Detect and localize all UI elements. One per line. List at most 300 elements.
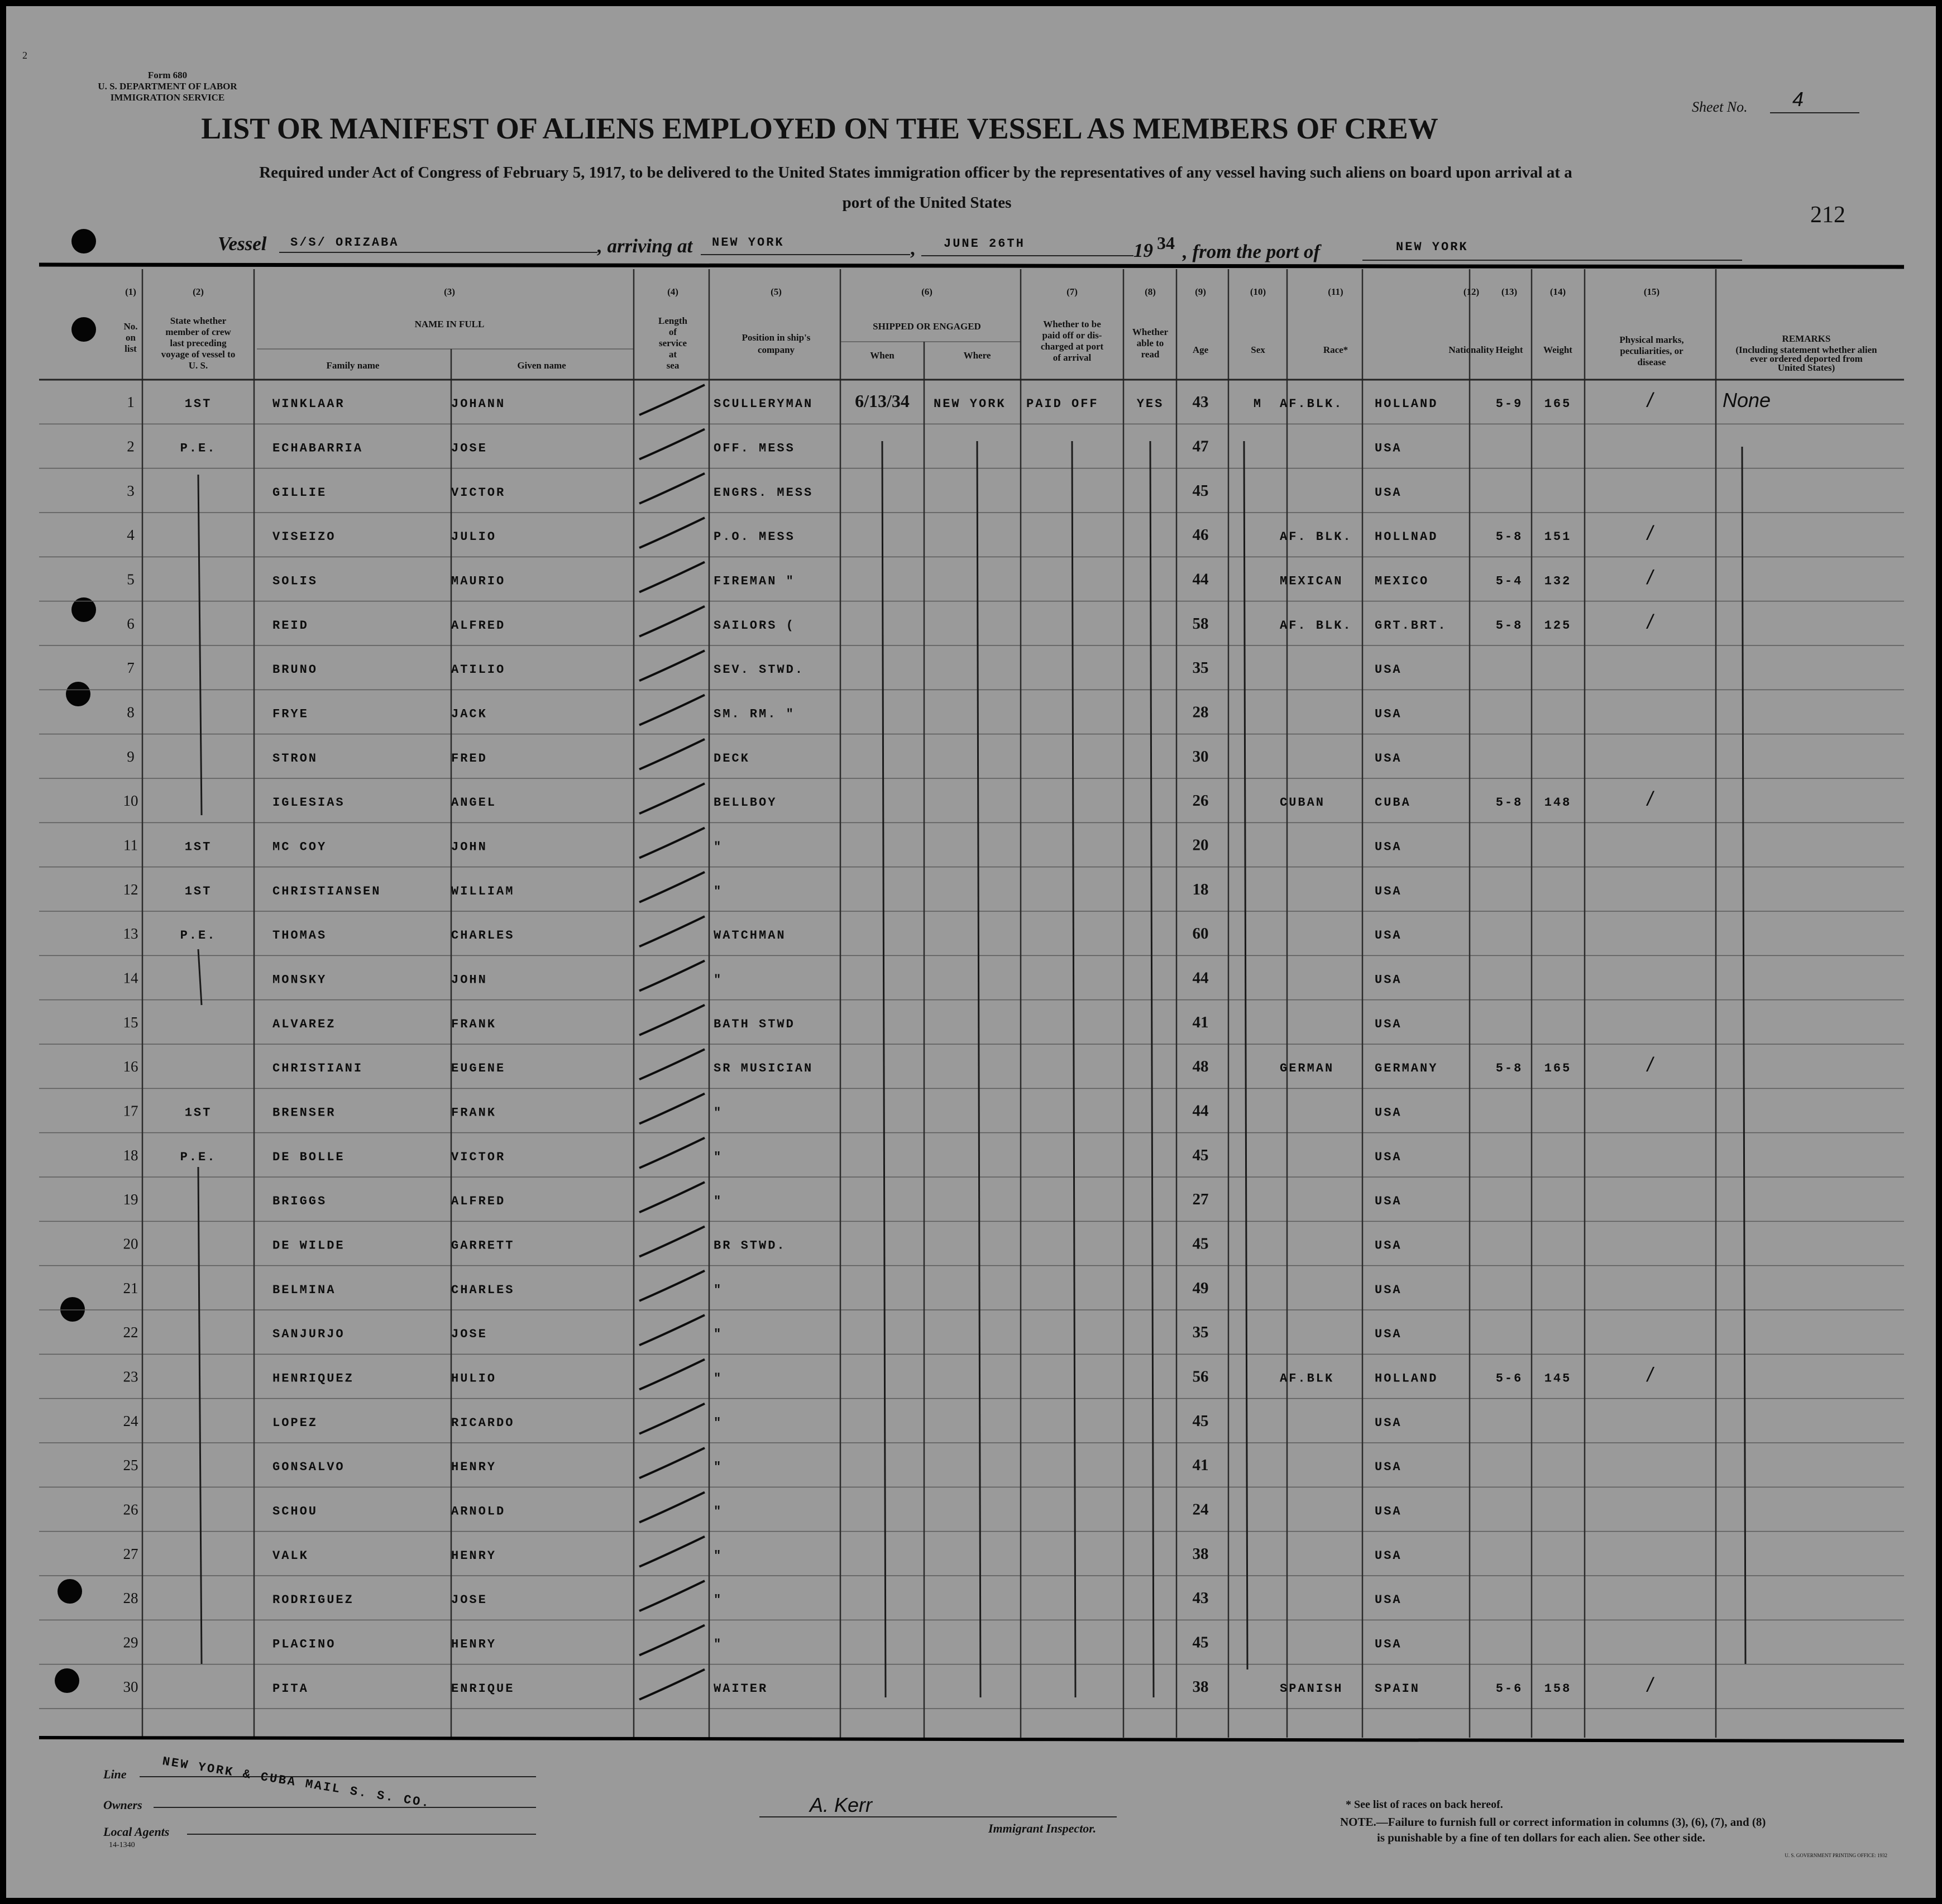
year-suffix: 34	[1157, 233, 1175, 253]
cell-height: 5-8	[1495, 1061, 1523, 1076]
svg-text:Whether to be: Whether to be	[1043, 319, 1101, 329]
cell-given: GARRETT	[451, 1238, 515, 1253]
cell-given: FRED	[451, 751, 487, 766]
cell-position: "	[714, 840, 723, 854]
cell-family: REID	[272, 618, 309, 633]
cell-position: "	[714, 1593, 723, 1608]
cell-given: JACK	[451, 707, 487, 721]
arriving-port: NEW YORK	[712, 236, 785, 250]
svg-text:disease: disease	[1637, 357, 1666, 367]
cell-age: 45	[1192, 481, 1209, 500]
cell-given: CHARLES	[451, 1283, 515, 1297]
cell-age: 38	[1192, 1677, 1209, 1696]
svg-text:Where: Where	[963, 350, 991, 361]
inspector-signature: A. Kerr	[810, 1793, 873, 1816]
cell-age: 45	[1192, 1235, 1209, 1253]
svg-text:of arrival: of arrival	[1053, 352, 1092, 363]
cell-position: P.O. MESS	[714, 530, 795, 544]
cell-prev: 1ST	[184, 884, 212, 898]
cell-age: 43	[1192, 393, 1209, 412]
cell-given: HENRY	[451, 1460, 497, 1475]
cell-age: 41	[1192, 1456, 1209, 1475]
cell-no: 25	[123, 1457, 138, 1474]
cell-no: 21	[123, 1279, 138, 1297]
cell-nat: USA	[1375, 707, 1402, 721]
cell-when: 6/13/34	[855, 391, 910, 412]
cell-position: SCULLERYMAN	[714, 397, 814, 412]
cell-age: 45	[1192, 1146, 1209, 1164]
cell-given: JOHN	[451, 973, 487, 987]
cell-position: SAILORS (	[714, 618, 795, 633]
cell-height: 5-8	[1495, 796, 1523, 810]
page-title: LIST OR MANIFEST OF ALIENS EMPLOYED ON THE VESSEL AS MEMBERS OF CREW	[201, 112, 1438, 145]
cell-nat: USA	[1375, 751, 1402, 766]
cell-race: AF.BLK.	[1280, 397, 1343, 412]
cell-position: BELLBOY	[714, 796, 777, 810]
cell-marks: /	[1647, 1673, 1653, 1696]
cell-nat: HOLLNAD	[1375, 530, 1438, 544]
svg-text:,: ,	[910, 237, 915, 259]
svg-text:(3): (3)	[444, 286, 455, 297]
cell-no: 5	[127, 571, 135, 588]
punch-hole	[58, 1579, 82, 1604]
cell-family: IGLESIAS	[272, 796, 345, 810]
svg-text:Sex: Sex	[1251, 345, 1265, 355]
cell-nat: USA	[1375, 1415, 1402, 1430]
cell-given: ANGEL	[451, 796, 497, 810]
svg-text:(10): (10)	[1250, 286, 1266, 297]
cell-nat: USA	[1375, 1593, 1402, 1608]
cell-given: VICTOR	[451, 1150, 506, 1164]
svg-text:(5): (5)	[771, 286, 782, 297]
svg-text:paid off or dis-: paid off or dis-	[1042, 330, 1102, 341]
sheet-number: 4	[1792, 88, 1804, 111]
cell-given: ALFRED	[451, 1194, 506, 1209]
cell-no: 16	[123, 1058, 138, 1075]
cell-weight: 151	[1544, 530, 1572, 544]
cell-given: MAURIO	[451, 574, 506, 589]
svg-text:(7): (7)	[1066, 286, 1078, 297]
cell-no: 3	[127, 482, 135, 499]
cell-family: CHRISTIANI	[272, 1061, 363, 1076]
cell-age: 28	[1192, 703, 1209, 721]
cell-no: 8	[127, 704, 135, 721]
cell-nat: USA	[1375, 840, 1402, 854]
cell-nat: USA	[1375, 485, 1402, 500]
page-number: 212	[1810, 202, 1845, 228]
cell-nat: MEXICO	[1375, 574, 1429, 589]
svg-text:Given name: Given name	[517, 360, 566, 371]
arrival-date: JUNE 26TH	[944, 237, 1025, 251]
cell-family: STRON	[272, 751, 318, 766]
cell-nat: USA	[1375, 1460, 1402, 1475]
vessel-label: Vessel	[218, 233, 267, 255]
svg-text:Family name: Family name	[326, 360, 380, 371]
cell-given: ATILIO	[451, 663, 506, 677]
cell-height: 5-6	[1495, 1681, 1523, 1696]
footer-line-label: Line	[103, 1767, 127, 1781]
cell-position: "	[714, 1327, 723, 1342]
cell-position: BR STWD.	[714, 1238, 786, 1253]
cell-position: WAITER	[714, 1681, 768, 1696]
svg-text:service: service	[658, 338, 687, 348]
svg-text:(13): (13)	[1501, 286, 1518, 297]
svg-text:Age: Age	[1192, 345, 1209, 355]
cell-given: JULIO	[451, 530, 497, 544]
cell-nat: USA	[1375, 1150, 1402, 1164]
svg-text:company: company	[757, 345, 795, 355]
from-port: NEW YORK	[1396, 240, 1469, 254]
svg-text:able to: able to	[1136, 338, 1164, 348]
svg-text:Length: Length	[658, 315, 687, 326]
svg-text:Nationality: Nationality	[1448, 345, 1494, 355]
cell-no: 28	[123, 1590, 138, 1607]
cell-position: "	[714, 1150, 723, 1164]
cell-no: 1	[127, 394, 135, 411]
cell-family: DE WILDE	[272, 1238, 345, 1253]
svg-text:ever ordered deported from: ever ordered deported from	[1750, 353, 1863, 364]
cell-family: THOMAS	[272, 929, 327, 943]
svg-text:Race*: Race*	[1323, 345, 1348, 355]
cell-age: 35	[1192, 659, 1209, 677]
cell-given: HENRY	[451, 1548, 497, 1563]
svg-text:sea: sea	[666, 360, 680, 371]
cell-prev: P.E.	[180, 441, 217, 456]
svg-text:(2): (2)	[193, 286, 204, 297]
cell-prev: P.E.	[180, 929, 217, 943]
races-note: * See list of races on back hereof.	[1346, 1798, 1503, 1811]
cell-age: 24	[1192, 1500, 1209, 1519]
punch-hole	[71, 229, 96, 253]
cell-age: 56	[1192, 1367, 1209, 1386]
svg-text:peculiarities, or: peculiarities, or	[1620, 346, 1683, 356]
cell-marks: /	[1647, 1363, 1653, 1386]
cell-age: 38	[1192, 1544, 1209, 1563]
svg-text:Whether: Whether	[1132, 327, 1169, 337]
cell-nat: USA	[1375, 441, 1402, 456]
cell-nat: USA	[1375, 1194, 1402, 1209]
svg-text:(15): (15)	[1643, 286, 1660, 297]
cell-given: JOSE	[451, 1327, 487, 1342]
cell-age: 26	[1192, 792, 1209, 810]
cell-nat: USA	[1375, 1017, 1402, 1031]
cell-no: 24	[123, 1412, 138, 1429]
cell-age: 44	[1192, 969, 1209, 987]
cell-given: RICARDO	[451, 1415, 515, 1430]
cell-age: 20	[1192, 836, 1209, 854]
cell-no: 20	[123, 1235, 138, 1252]
cell-family: HENRIQUEZ	[272, 1371, 354, 1386]
svg-text:charged at port: charged at port	[1040, 341, 1104, 352]
svg-text:(14): (14)	[1549, 286, 1566, 297]
cell-given: FRANK	[451, 1017, 497, 1031]
punch-hole	[71, 317, 96, 342]
cell-prev: P.E.	[180, 1150, 217, 1164]
svg-text:last preceding: last preceding	[170, 338, 227, 348]
cell-marks: /	[1647, 610, 1653, 633]
cell-marks: /	[1647, 566, 1653, 589]
svg-text:list: list	[125, 343, 137, 354]
cell-given: WILLIAM	[451, 884, 515, 898]
cell-no: 22	[123, 1324, 138, 1341]
cell-position: "	[714, 1415, 723, 1430]
cell-family: VALK	[272, 1548, 309, 1563]
cell-race: GERMAN	[1280, 1061, 1334, 1076]
inspector-label: Immigrant Inspector.	[988, 1821, 1097, 1835]
svg-text:Position in ship's: Position in ship's	[742, 332, 811, 343]
svg-text:(6): (6)	[921, 286, 932, 297]
cell-family: MONSKY	[272, 973, 327, 987]
cell-paid: PAID OFF	[1026, 397, 1099, 412]
cell-age: 44	[1192, 1102, 1209, 1120]
cell-no: 4	[127, 527, 135, 544]
cell-family: FRYE	[272, 707, 309, 721]
cell-no: 7	[127, 659, 135, 677]
cell-position: "	[714, 973, 723, 987]
cell-nat: USA	[1375, 1637, 1402, 1652]
svg-text:(4): (4)	[667, 286, 678, 297]
cell-weight: 145	[1544, 1371, 1572, 1386]
cell-family: BRIGGS	[272, 1194, 327, 1209]
cell-age: 45	[1192, 1412, 1209, 1430]
cell-no: 27	[123, 1545, 138, 1562]
department-name: U. S. DEPARTMENT OF LABOR	[98, 81, 237, 92]
cell-age: 49	[1192, 1279, 1209, 1297]
cell-family: GONSALVO	[272, 1460, 345, 1475]
cell-position: OFF. MESS	[714, 441, 795, 456]
svg-text:SHIPPED OR ENGAGED: SHIPPED OR ENGAGED	[873, 321, 981, 332]
cell-family: DE BOLLE	[272, 1150, 345, 1164]
cell-prev: 1ST	[184, 840, 212, 854]
cell-height: 5-9	[1495, 397, 1523, 412]
cell-given: JOHN	[451, 840, 487, 854]
cell-race: MEXICAN	[1280, 574, 1343, 589]
svg-text:of: of	[668, 327, 677, 337]
cell-given: FRANK	[451, 1106, 497, 1120]
cell-position: "	[714, 1637, 723, 1652]
svg-text:Physical marks,: Physical marks,	[1619, 334, 1684, 345]
cell-sex: M	[1253, 397, 1263, 412]
punch-hole	[55, 1668, 79, 1693]
cell-position: DECK	[714, 751, 750, 766]
punch-hole	[60, 1297, 85, 1322]
cell-no: 15	[123, 1013, 138, 1031]
cell-no: 12	[123, 881, 138, 898]
cell-family: LOPEZ	[272, 1415, 318, 1430]
cell-nat: USA	[1375, 1283, 1402, 1297]
cell-no: 10	[123, 792, 138, 810]
cell-no: 11	[123, 836, 138, 854]
cell-family: CHRISTIANSEN	[272, 884, 381, 898]
cell-age: 47	[1192, 437, 1209, 456]
svg-text:State whether: State whether	[170, 315, 227, 326]
svg-text:Weight: Weight	[1543, 345, 1572, 355]
svg-text:No.: No.	[123, 321, 138, 332]
from-port-label: , from the port of	[1183, 241, 1320, 262]
sheet-label: Sheet No.	[1692, 99, 1748, 115]
cell-position: WATCHMAN	[714, 929, 786, 943]
svg-text:(9): (9)	[1195, 286, 1206, 297]
vessel-name: S/S/ ORIZABA	[290, 236, 399, 250]
cell-nat: USA	[1375, 973, 1402, 987]
cell-position: "	[714, 884, 723, 898]
cell-weight: 125	[1544, 618, 1572, 633]
punch-hole	[66, 682, 90, 706]
cell-family: BELMINA	[272, 1283, 336, 1297]
cell-no: 9	[127, 748, 135, 765]
cell-family: PITA	[272, 1681, 309, 1696]
cell-given: HULIO	[451, 1371, 497, 1386]
cell-no: 14	[123, 969, 138, 987]
cell-no: 2	[127, 438, 135, 455]
cell-age: 58	[1192, 614, 1209, 633]
cell-age: 30	[1192, 747, 1209, 766]
cell-no: 30	[123, 1678, 138, 1695]
cell-marks: /	[1647, 1053, 1653, 1077]
cell-marks: /	[1647, 389, 1653, 412]
cell-family: RODRIGUEZ	[272, 1593, 354, 1608]
cell-position: SR MUSICIAN	[714, 1061, 814, 1076]
cell-family: SOLIS	[272, 574, 318, 589]
cell-given: ENRIQUE	[451, 1681, 515, 1696]
cell-age: 27	[1192, 1190, 1209, 1209]
svg-text:voyage of vessel to: voyage of vessel to	[161, 349, 236, 360]
cell-given: JOSE	[451, 441, 487, 456]
printer-imprint: U. S. GOVERNMENT PRINTING OFFICE: 1932	[1785, 1853, 1887, 1858]
svg-text:(11): (11)	[1328, 286, 1343, 297]
cell-read: YES	[1136, 397, 1164, 412]
cell-given: HENRY	[451, 1637, 497, 1652]
cell-race: AF. BLK.	[1280, 618, 1352, 633]
cell-nat: USA	[1375, 1238, 1402, 1253]
footer-form-code: 14-1340	[109, 1841, 135, 1849]
cell-nat: USA	[1375, 884, 1402, 898]
cell-nat: HOLLAND	[1375, 397, 1438, 412]
svg-text:(8): (8)	[1145, 286, 1156, 297]
fine-note-line-1: NOTE.—Failure to furnish full or correct information in columns (3), (6), (7), and (8)	[1340, 1815, 1766, 1829]
svg-text:at: at	[668, 349, 677, 360]
cell-position: "	[714, 1548, 723, 1563]
cell-family: WINKLAAR	[272, 397, 345, 412]
cell-height: 5-6	[1495, 1371, 1523, 1386]
svg-text:on: on	[126, 332, 136, 343]
cell-position: "	[714, 1504, 723, 1519]
svg-text:read: read	[1141, 349, 1160, 360]
cell-family: MC COY	[272, 840, 327, 854]
cell-race: AF.BLK	[1280, 1371, 1334, 1386]
cell-given: ARNOLD	[451, 1504, 506, 1519]
cell-position: SEV. STWD.	[714, 663, 805, 677]
cell-position: ENGRS. MESS	[714, 485, 814, 500]
subtitle-line-1: Required under Act of Congress of February 5, 1917, to be delivered to the United States immigration officer by the representatives of any vessel having such aliens on board upon arrival at a	[259, 164, 1572, 181]
svg-text:member of crew: member of crew	[165, 327, 231, 337]
cell-race: CUBAN	[1280, 796, 1326, 810]
cell-nat: USA	[1375, 1106, 1402, 1120]
cell-no: 23	[123, 1368, 138, 1385]
cell-position: BATH STWD	[714, 1017, 795, 1031]
footer-agents-label: Local Agents	[103, 1825, 170, 1839]
cell-no: 17	[123, 1102, 138, 1120]
cell-height: 5-8	[1495, 530, 1523, 544]
svg-text:NAME IN FULL: NAME IN FULL	[414, 319, 485, 329]
cell-given: EUGENE	[451, 1061, 506, 1076]
cell-position: SM. RM. "	[714, 707, 795, 721]
cell-position: FIREMAN "	[714, 574, 795, 589]
svg-text:Height: Height	[1495, 345, 1523, 355]
cell-age: 60	[1192, 925, 1209, 943]
svg-text:(Including statement whether a: (Including statement whether alien	[1735, 345, 1877, 355]
cell-prev: 1ST	[184, 1106, 212, 1120]
cell-nat: SPAIN	[1375, 1681, 1420, 1696]
cell-nat: HOLLAND	[1375, 1371, 1438, 1386]
svg-text:(1): (1)	[125, 286, 136, 297]
cell-weight: 148	[1544, 796, 1572, 810]
cell-position: "	[714, 1371, 723, 1386]
cell-nat: USA	[1375, 1548, 1402, 1563]
svg-text:United States): United States)	[1777, 362, 1835, 373]
cell-no: 26	[123, 1501, 138, 1518]
cell-age: 45	[1192, 1633, 1209, 1652]
cell-age: 43	[1192, 1589, 1209, 1608]
cell-nat: USA	[1375, 1504, 1402, 1519]
fine-note-line-2: is punishable by a fine of ten dollars for each alien. See other side.	[1377, 1831, 1705, 1844]
cell-race: SPANISH	[1280, 1681, 1343, 1696]
cell-weight: 165	[1544, 1061, 1572, 1076]
subtitle-line-2: port of the United States	[842, 194, 1012, 212]
cell-age: 35	[1192, 1323, 1209, 1342]
cell-family: ECHABARRIA	[272, 441, 363, 456]
cell-age: 46	[1192, 526, 1209, 544]
cell-no: 29	[123, 1634, 138, 1651]
cell-nat: CUBA	[1375, 796, 1411, 810]
cell-family: PLACINO	[272, 1637, 336, 1652]
cell-family: BRENSER	[272, 1106, 336, 1120]
cell-family: SCHOU	[272, 1504, 318, 1519]
cell-family: SANJURJO	[272, 1327, 345, 1342]
cell-position: "	[714, 1106, 723, 1120]
cell-no: 6	[127, 615, 135, 632]
cell-age: 18	[1192, 880, 1209, 898]
form-number: Form 680	[147, 70, 188, 80]
service-name: IMMIGRATION SERVICE	[110, 92, 225, 103]
arriving-label: , arriving at	[597, 235, 693, 257]
cell-given: CHARLES	[451, 929, 515, 943]
cell-nat: USA	[1375, 1327, 1402, 1342]
cell-given: JOSE	[451, 1593, 487, 1608]
cell-weight: 165	[1544, 397, 1572, 412]
cell-marks: /	[1647, 787, 1653, 811]
cell-nat: GERMANY	[1375, 1061, 1438, 1076]
cell-position: "	[714, 1283, 723, 1297]
cell-nat: GRT.BRT.	[1375, 618, 1447, 633]
cell-nat: USA	[1375, 929, 1402, 943]
cell-family: ALVAREZ	[272, 1017, 336, 1031]
cell-family: VISEIZO	[272, 530, 336, 544]
cell-age: 48	[1192, 1058, 1209, 1076]
cell-given: VICTOR	[451, 485, 506, 500]
cell-remarks: None	[1723, 389, 1771, 412]
cell-height: 5-4	[1495, 574, 1523, 589]
cell-no: 18	[123, 1146, 138, 1164]
shipping-line-stamp: NEW YORK & CUBA MAIL S. S. CO.	[161, 1754, 432, 1811]
cell-race: AF. BLK.	[1280, 530, 1352, 544]
cell-nat: USA	[1375, 663, 1402, 677]
svg-text:U. S.: U. S.	[188, 360, 208, 371]
footer-owners-label: Owners	[103, 1798, 142, 1812]
cell-no: 19	[123, 1191, 138, 1208]
cell-age: 41	[1192, 1013, 1209, 1031]
cell-family: BRUNO	[272, 663, 318, 677]
